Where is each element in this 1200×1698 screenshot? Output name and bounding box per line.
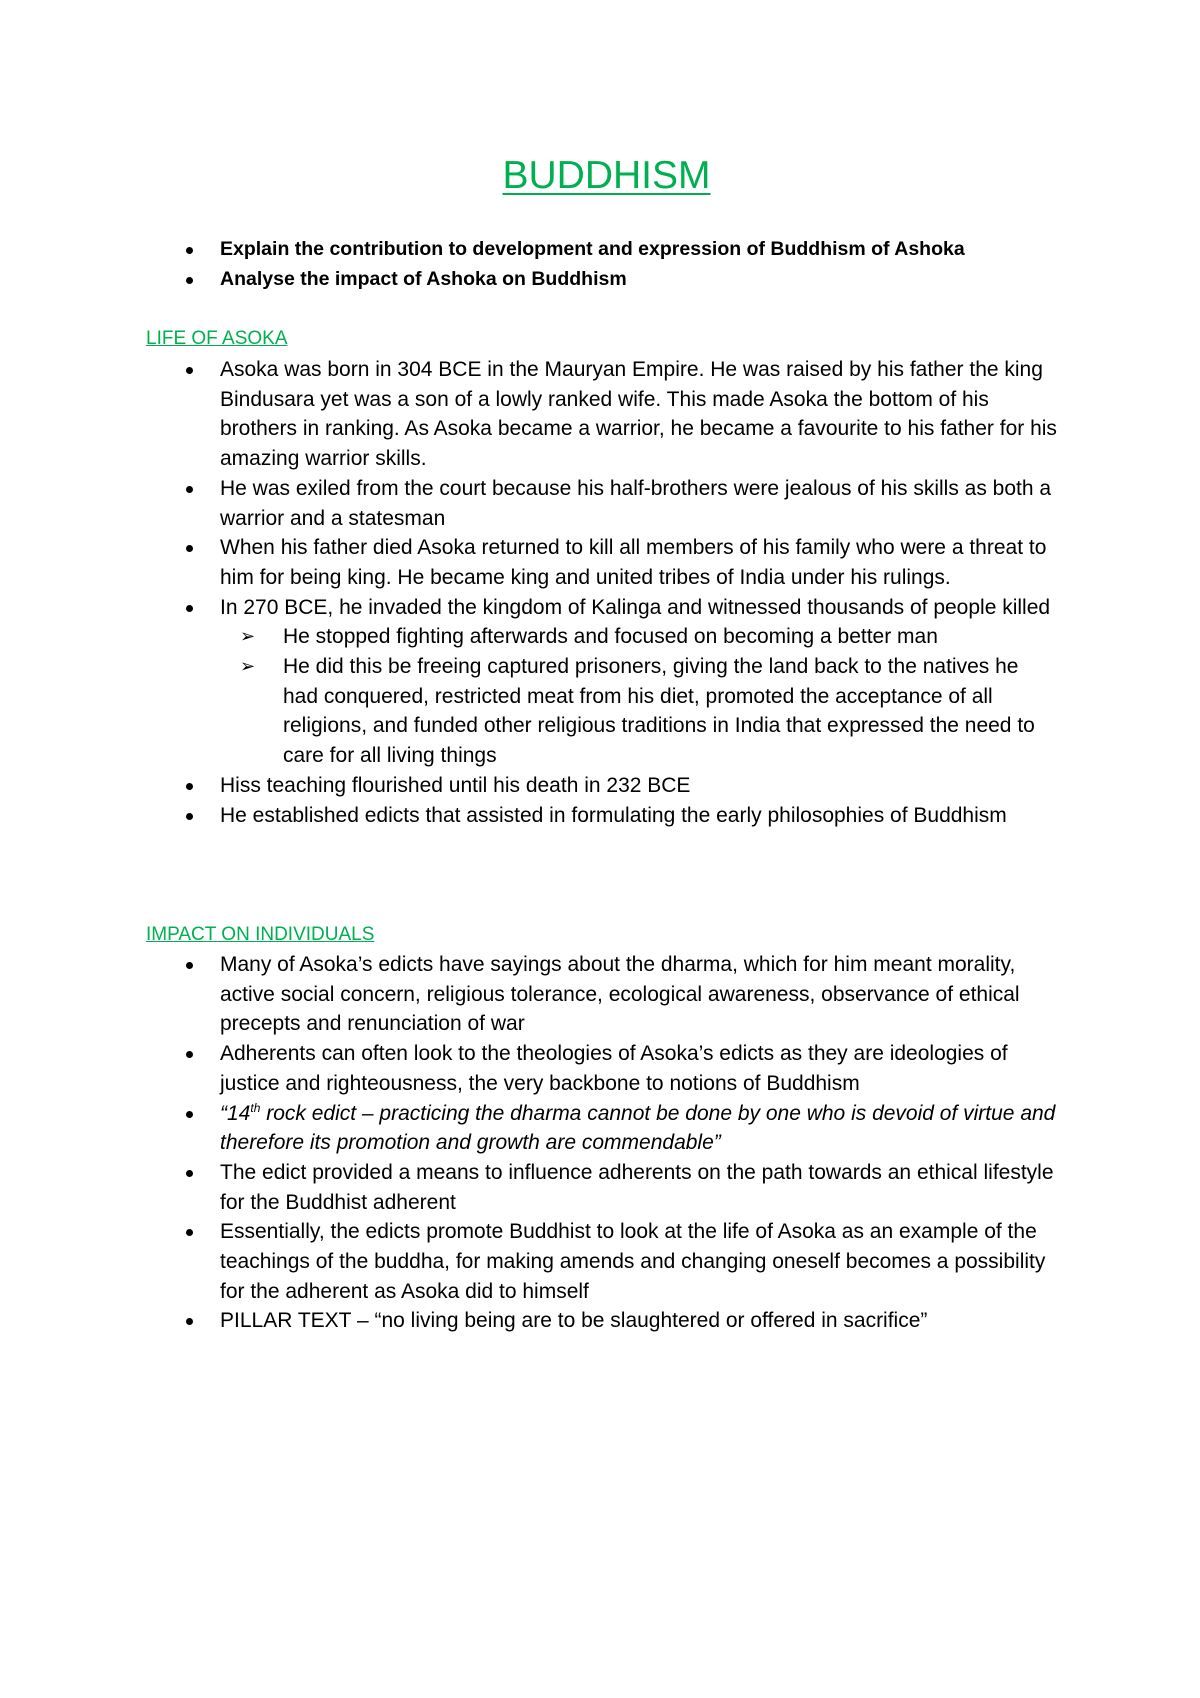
item-text: Essentially, the edicts promote Buddhist to look at the life of Asoka as an example of the teachings of the buddha, for making amends and changing oneself becomes a possibility for the adherent as Asoka did to himself [220,1220,1046,1303]
list-item [0,1306,1060,1336]
life-list [0,355,1200,830]
sub-item-text: He stopped fighting afterwards and focused on becoming a better man [283,625,938,649]
section-heading-impact: IMPACT ON INDIVIDUALS [146,924,375,945]
bullet-icon [186,1111,193,1118]
objectives-list [0,235,1200,294]
list-item [0,1099,1060,1158]
sub-list-item [220,652,1058,771]
sub-list-item [220,622,1058,652]
item-text: Hiss teaching flourished until his death in 232 BCE [220,773,691,797]
item-text: PILLAR TEXT – “no living being are to be slaughtered or offered in sacrifice” [220,1309,928,1333]
bullet-icon [186,962,193,969]
quote-rest: rock edict – practicing the dharma cannot be done by one who is devoid of virtue and therefore its promotion and growth are commendable” [220,1101,1056,1155]
list-item [0,235,1060,265]
item-text: The edict provided a means to influence adherents on the path towards an ethical lifestyle for the Buddhist adherent [220,1160,1054,1214]
item-text: Adherents can often look to the theologies of Asoka’s edicts as they are ideologies of justice and righteousness, the very backbone to notions of Buddhism [220,1042,1008,1095]
arrow-bullet-icon: ➢ [240,656,256,677]
quote-superscript: th [250,1100,261,1115]
list-item [0,593,1060,771]
bullet-icon [186,367,193,374]
quote-prefix: “14 [220,1101,251,1125]
sub-item-text: He did this be freeing captured prisoners, giving the land back to the natives he had conquered, restricted meat from his diet, promoted the acceptance of all religions, and funded other religious traditions in India that expressed the need to care for all living things [283,655,1035,768]
quote-text [220,1102,1055,1155]
item-text: He was exiled from the court because his half-brothers were jealous of his skills as both a warrior and a statesman [220,476,1052,530]
item-text: In 270 BCE, he invaded the kingdom of Kalinga and witnessed thousands of people killed [220,595,1051,619]
list-item [0,950,1060,1039]
bullet-icon [186,1229,193,1236]
bullet-icon [186,486,193,493]
objective-text: Explain the contribution to development and expression of Buddhism of Ashoka [220,238,965,260]
bullet-icon [186,1051,193,1058]
item-text: Many of Asoka’s edicts have sayings about the dharma, which for him meant morality, active social concern, religious tolerance, ecological awareness, observance of ethical precepts and renunciation of war [220,953,1020,1036]
list-item [0,533,1060,592]
list-item [0,355,1060,474]
bullet-icon [186,813,193,820]
objective-text: Analyse the impact of Ashoka on Buddhism [220,267,627,290]
bullet-icon [186,605,193,612]
list-item [0,1039,1060,1098]
bullet-icon [186,1318,193,1325]
bullet-icon [186,277,193,284]
impact-list [0,950,1200,1336]
bullet-icon [186,247,193,254]
list-item [0,265,1060,295]
item-text: Asoka was born in 304 BCE in the Mauryan Empire. He was raised by his father the king Bindusara yet was a son of a lowly ranked wife. This made Asoka the bottom of his brothers in ranking. As Asoka became a warrior, he became a favourite to his father for his amazing warrior skills. [220,358,1057,471]
list-item [0,1158,1060,1217]
sub-list [220,622,1060,771]
bullet-icon [186,545,193,552]
bullet-icon [186,1170,193,1177]
arrow-bullet-icon: ➢ [240,626,256,647]
list-item [0,474,1060,533]
section-heading-life: LIFE OF ASOKA [146,328,288,349]
item-text: When his father died Asoka returned to kill all members of his family who were a threat to him for being king. He became king and united tribes of India under his rulings. [220,536,1047,589]
list-item [0,1217,1060,1306]
item-text: He established edicts that assisted in formulating the early philosophies of Buddhism [220,803,1007,827]
list-item [0,771,1060,801]
bullet-icon [186,783,193,790]
page-title: BUDDHISM [502,154,711,197]
list-item [0,801,1060,831]
